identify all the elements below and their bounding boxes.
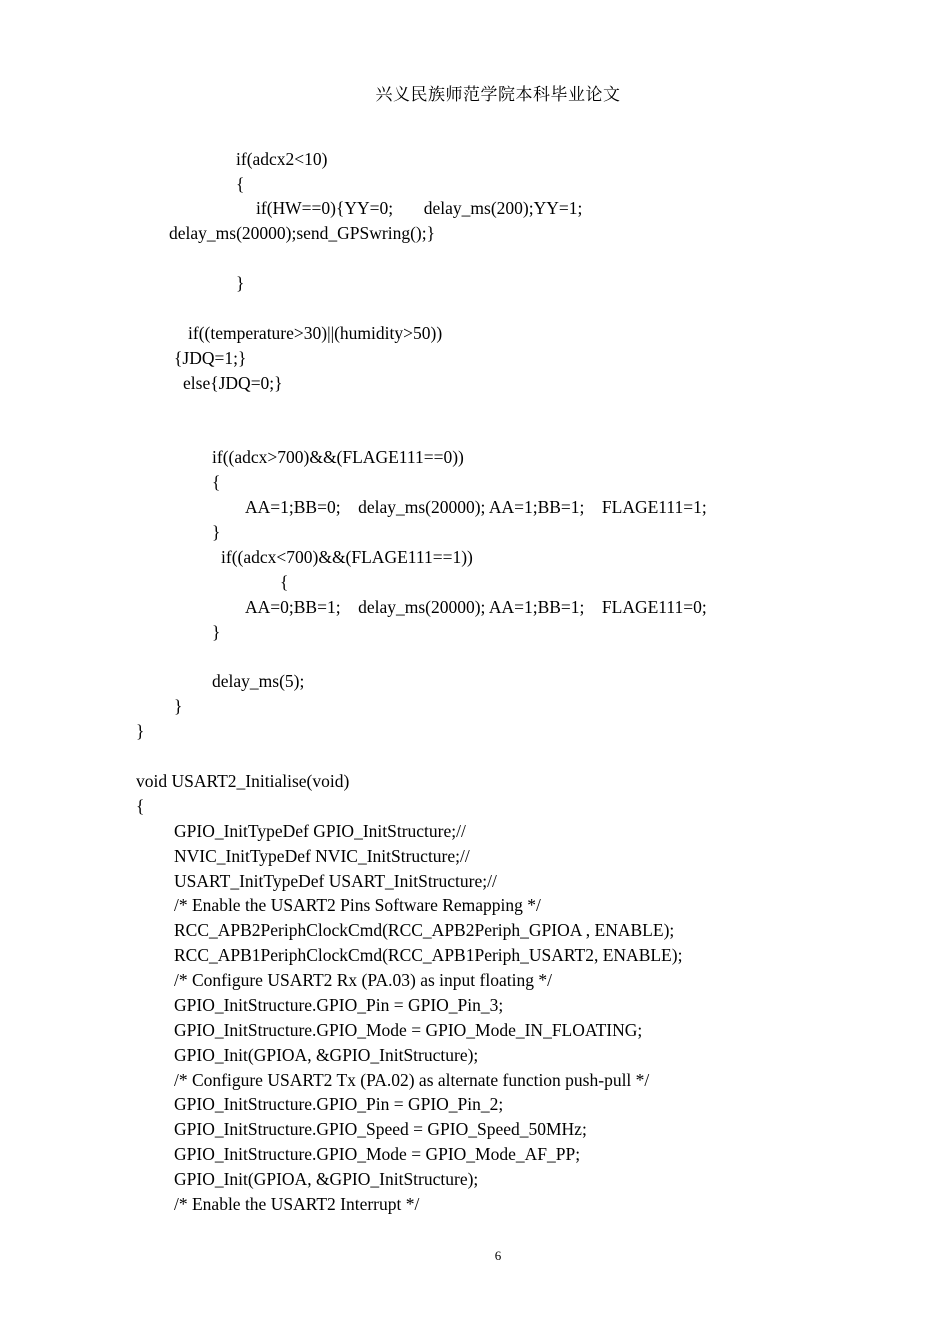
- code-line: delay_ms(5);: [212, 671, 305, 691]
- code-line: if((adcx<700)&&(FLAGE111==1)): [221, 547, 473, 567]
- code-line: GPIO_Init(GPIOA, &GPIO_InitStructure);: [174, 1045, 479, 1065]
- code-line: else{JDQ=0;}: [183, 373, 283, 393]
- code-line: GPIO_InitStructure.GPIO_Mode = GPIO_Mode_IN_FLOATING;: [174, 1020, 643, 1040]
- code-line: }: [174, 696, 183, 716]
- code-line: }: [236, 273, 245, 293]
- code-line: delay_ms(20000);send_GPSwring();}: [169, 223, 436, 243]
- code-line: {JDQ=1;}: [174, 348, 247, 368]
- code-line: GPIO_InitStructure.GPIO_Mode = GPIO_Mode_AF_PP;: [174, 1144, 581, 1164]
- code-line: }: [212, 622, 221, 642]
- code-line: GPIO_Init(GPIOA, &GPIO_InitStructure);: [174, 1169, 479, 1189]
- code-line: if(HW==0){YY=0; delay_ms(200);YY=1;: [256, 198, 583, 218]
- code-line: void USART2_Initialise(void): [136, 771, 350, 791]
- code-line: {: [136, 796, 145, 816]
- code-line: }: [136, 721, 145, 741]
- code-line: RCC_APB1PeriphClockCmd(RCC_APB1Periph_USART2, ENABLE);: [174, 945, 683, 965]
- code-line: GPIO_InitTypeDef GPIO_InitStructure;//: [174, 821, 466, 841]
- code-line: RCC_APB2PeriphClockCmd(RCC_APB2Periph_GPIOA , ENABLE);: [174, 920, 675, 940]
- code-line: GPIO_InitStructure.GPIO_Pin = GPIO_Pin_2;: [174, 1094, 504, 1114]
- code-line: }: [212, 522, 221, 542]
- code-line: /* Configure USART2 Tx (PA.02) as alternate function push-pull */: [174, 1070, 650, 1090]
- code-line: {: [212, 472, 221, 492]
- code-line: GPIO_InitStructure.GPIO_Pin = GPIO_Pin_3;: [174, 995, 504, 1015]
- code-line: if((temperature>30)||(humidity>50)): [188, 323, 443, 343]
- code-line: USART_InitTypeDef USART_InitStructure;//: [174, 871, 497, 891]
- code-line: if((adcx>700)&&(FLAGE111==0)): [212, 447, 464, 467]
- code-line: {: [280, 572, 289, 592]
- page-header: 兴义民族师范学院本科毕业论文: [375, 85, 621, 104]
- code-line: NVIC_InitTypeDef NVIC_InitStructure;//: [174, 846, 470, 866]
- code-line: if(adcx2<10): [236, 149, 328, 169]
- code-line: /* Enable the USART2 Interrupt */: [174, 1194, 420, 1214]
- code-line: GPIO_InitStructure.GPIO_Speed = GPIO_Speed_50MHz;: [174, 1119, 587, 1139]
- code-line: AA=0;BB=1; delay_ms(20000); AA=1;BB=1; FLAGE111=0;: [245, 597, 707, 617]
- code-line: AA=1;BB=0; delay_ms(20000); AA=1;BB=1; FLAGE111=1;: [245, 497, 707, 517]
- code-line: /* Enable the USART2 Pins Software Remapping */: [174, 895, 541, 915]
- code-line: /* Configure USART2 Rx (PA.03) as input floating */: [174, 970, 552, 990]
- code-line: {: [236, 174, 245, 194]
- page-number: 6: [494, 1248, 502, 1263]
